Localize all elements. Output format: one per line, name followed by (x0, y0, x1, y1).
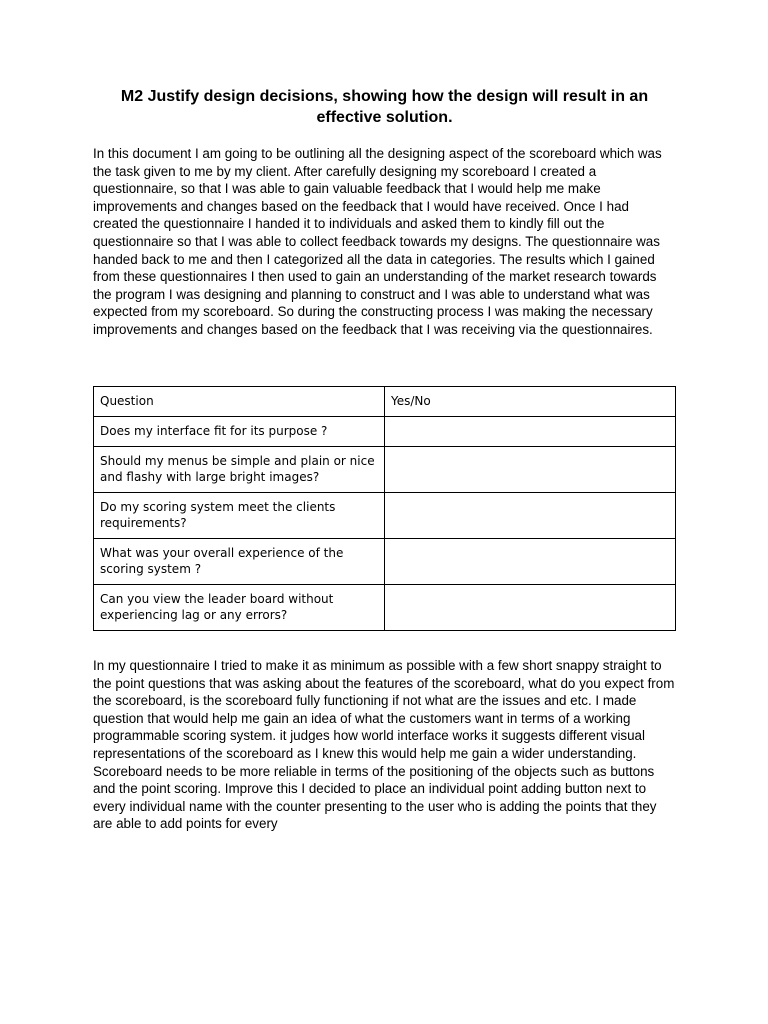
answer-cell (385, 585, 676, 631)
questionnaire-paragraph: In my questionnaire I tried to make it as minimum as possible with a few short snappy straight to the point questions that was asking about the features of the scoreboard, what do you expect from the scoreboard, is the scoreboard fully functioning if not what are the issues and etc. I made question that would help me gain an idea of what the customers want in terms of a working programmable scoring system. it judges how world interface works it suggests different visual representations of the scoreboard as I knew this would help me gain a wider understanding. Scoreboard needs to be more reliable in terms of the positioning of the objects such as buttons and the point scoring. Improve this I decided to place an individual point adding button next to every individual name with the counter presenting to the user who is adding the points that they are able to add points for every (93, 658, 675, 832)
document-title: M2 Justify design decisions, showing how the design will result in an effective solution. (120, 88, 649, 126)
question-cell: Does my interface fit for its purpose ? (94, 417, 385, 447)
table-row (94, 447, 676, 493)
intro-paragraph: In this document I am going to be outlining all the designing aspect of the scoreboard which was the task given to me by my client. After carefully designing my scoreboard I created a questionnaire, so that I was able to gain valuable feedback that I would help me make improvements and changes based on the feedback that I would have received. Once I had created the questionnaire I handed it to individuals and asked them to kindly fill out the questionnaire so that I was able to collect feedback towards my designs. The questionnaire was handed back to me and then I categorized all the data in categories. The results which I gained from these questionnaires I then used to gain an understanding of the market research towards the program I was designing and planning to construct and I was able to understand what was expected from my scoreboard. So during the constructing process I was making the necessary improvements and changes based on the feedback that I was receiving via the questionnaires. (93, 146, 662, 337)
table-row (94, 539, 676, 585)
question-cell: Should my menus be simple and plain or nice and flashy with large bright images? (94, 447, 385, 493)
answer-cell (385, 539, 676, 585)
answer-cell (385, 493, 676, 539)
questionnaire-table (93, 386, 676, 631)
question-cell: Can you view the leader board without experiencing lag or any errors? (94, 585, 385, 631)
answer-cell (385, 447, 676, 493)
question-cell: What was your overall experience of the scoring system ? (94, 539, 385, 585)
table-row (94, 493, 676, 539)
table-row (94, 585, 676, 631)
table-header-row (94, 387, 676, 417)
header-question: Question (94, 387, 385, 417)
table-row (94, 417, 676, 447)
header-yes-no: Yes/No (385, 387, 676, 417)
answer-cell (385, 417, 676, 447)
question-cell: Do my scoring system meet the clients requirements? (94, 493, 385, 539)
